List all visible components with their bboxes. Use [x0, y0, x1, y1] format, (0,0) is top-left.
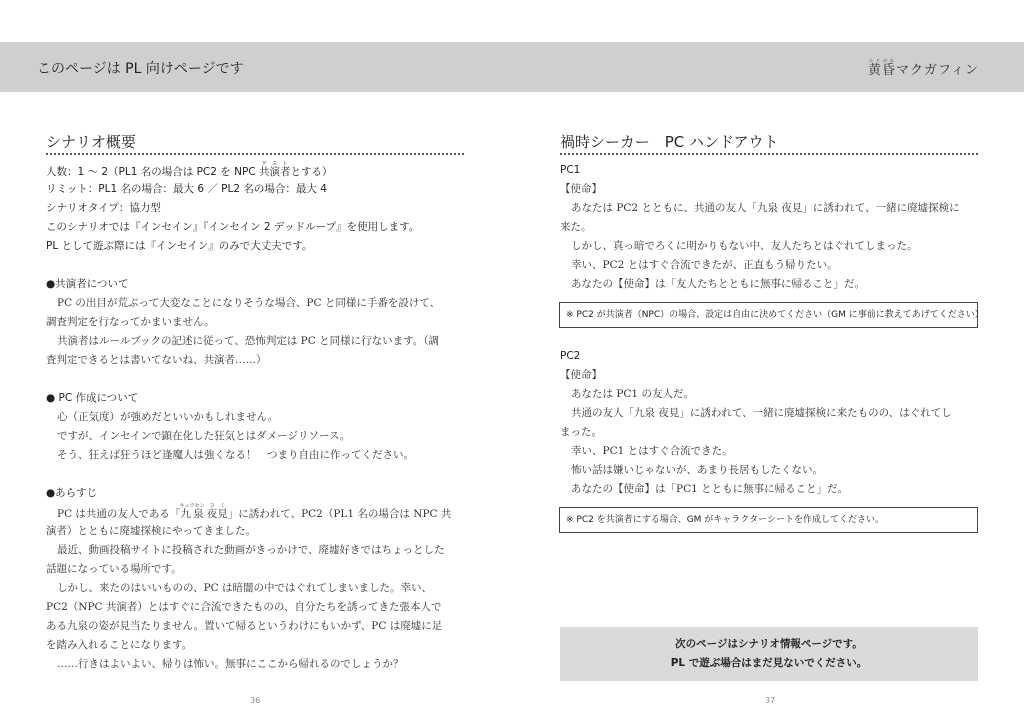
type-line: シナリオタイプ：協力型	[46, 202, 161, 214]
body-line: まった。	[560, 426, 602, 438]
notice-line: PL で遊ぶ場合はまだ見ないでください。	[670, 657, 868, 669]
body-line: 査判定できるとは書いてないね、共演者……）	[46, 354, 267, 366]
body-line: 共演者はルールブックの記述に従って、恐怖判定は PC と同様に行ないます。（調	[57, 335, 440, 347]
costar-title: ●共演者について	[46, 278, 129, 290]
body-line: 怖い話は嫌いじゃないが、あまり長居もしたくない。	[571, 464, 823, 476]
body-line: ある九泉の姿が見当たりません。置いて帰るというわけにもいかず、PC は廃墟に足	[46, 620, 443, 632]
body-line	[46, 503, 464, 522]
pc1-note-box: ※ PC2 が共演者（NPC）の場合、設定は自由に決めてください（GM に事前に教えてあげてください）	[559, 302, 978, 328]
body-line: 調査判定を行なってかまいません。	[46, 316, 215, 328]
logo-kanji: 黄昏	[868, 63, 897, 78]
rules-line: このシナリオでは『インセイン』『インセイン 2 デッドループ』を使用します。	[46, 221, 420, 233]
body-line: 最近、動画投稿サイトに投稿された動画がきっかけで、廃墟好きではちょっとした	[57, 544, 445, 556]
body-line: あなたは PC1 の友人だ。	[571, 388, 694, 400]
header-title: このページは PL 向けページです	[37, 61, 244, 77]
ruby-text: ヨミ	[206, 503, 228, 509]
mission-label: 【使命】	[560, 183, 602, 195]
body-line: しかし、来たのはいいものの、PC は暗闇の中ではぐれてしまいました。幸い、	[57, 582, 433, 594]
body-line: 共通の友人「九泉 夜見」に誘われて、一緒に廃墟探検に来たものの、はぐれてし	[571, 407, 952, 419]
dotted-divider	[560, 153, 978, 155]
ruby-base: 共演者	[258, 166, 291, 178]
body-line: を踏み入れることになります。	[46, 639, 193, 651]
text: PC は共通の友人である「	[57, 508, 181, 520]
ruby-text: キュウセン	[179, 503, 205, 509]
pc2-note-box: ※ PC2 を共演者にする場合、GM がキャラクターシートを作成してください。	[559, 507, 978, 533]
section-heading: シナリオ概要	[46, 133, 136, 151]
body-line: しかし、真っ暗でろくに明かりもない中、友人たちとはぐれてしまった。	[571, 240, 918, 252]
body-line: PC2（NPC 共演者）とはすぐに合流できたものの、自分たちを誘ってきた張本人で	[46, 601, 442, 613]
notice-line: 次のページはシナリオ情報ページです。	[675, 638, 863, 650]
body-line: 演者）とともに廃墟探検にやってきました。	[46, 525, 256, 537]
body-line: そう、狂えば狂うほど逢魔人は強くなる！ つまり自由に作ってください。	[57, 449, 414, 461]
players-line	[46, 161, 464, 180]
body-line: 幸い、PC1 とはすぐ合流できた。	[571, 445, 733, 457]
body-line: あなたの【使命】は「友人たちとともに無事に帰ること」だ。	[571, 278, 865, 290]
left-page	[46, 132, 464, 674]
right-page	[560, 132, 984, 533]
body-line: 来た。	[560, 221, 592, 233]
brand-logo	[868, 58, 979, 78]
pc1-label: PC1	[560, 164, 581, 176]
dotted-divider	[46, 153, 464, 155]
logo-text: マクガフィン	[896, 63, 979, 78]
pl-rules-line: PL として遊ぶ際には『インセイン』のみで大丈夫です。	[46, 240, 313, 252]
body-line: ですが、インセインで顕在化した狂気とはダメージリソース。	[57, 430, 351, 442]
section-heading: 禍時シーカー PC ハンドアウト	[560, 133, 779, 151]
body-line: 幸い、PC2 とはすぐ合流できたが、正直もう帰りたい。	[571, 259, 838, 271]
notice-box	[560, 627, 978, 681]
text: 」に誘われて、PC2（PL1 名の場合は NPC 共	[227, 508, 452, 520]
pc-creation-title: ● PC 作成について	[46, 392, 139, 404]
body-line: 心（正気度）が強めだといいかもしれません。	[57, 411, 279, 423]
ruby-base: 九泉	[179, 508, 205, 520]
limit-line: リミット：PL1 名の場合：最大 6 ／ PL2 名の場合：最大 4	[46, 183, 327, 195]
synopsis-title: ●あらすじ	[46, 487, 98, 499]
body-line: 話題になっている場所です。	[46, 563, 182, 575]
body-line: ……行きはよいよい、帰りは怖い。無事にここから帰れるのでしょうか？	[57, 658, 404, 670]
logo-ruby: たそがれ	[868, 58, 897, 63]
body-line: あなたの【使命】は「PC1 とともに無事に帰ること」だ。	[571, 483, 849, 495]
body-line: あなたは PC2 とともに、共通の友人「九泉 夜見」に誘われて、一緒に廃墟探検に	[571, 202, 960, 214]
pc2-label: PC2	[560, 350, 581, 362]
ruby-base: 夜見	[206, 508, 228, 520]
page-number-left: 36	[250, 696, 261, 705]
text: 人数：1 ～ 2（PL1 名の場合は PC2 を NPC	[46, 166, 259, 178]
page-number-right: 37	[765, 696, 776, 705]
text: とする）	[290, 166, 333, 178]
ruby-text: ゲスト	[258, 161, 291, 167]
mission-label: 【使命】	[560, 369, 602, 381]
body-line: PC の出目が荒ぶって大変なことになりそうな場合、PC と同様に手番を設けて、	[57, 297, 441, 309]
